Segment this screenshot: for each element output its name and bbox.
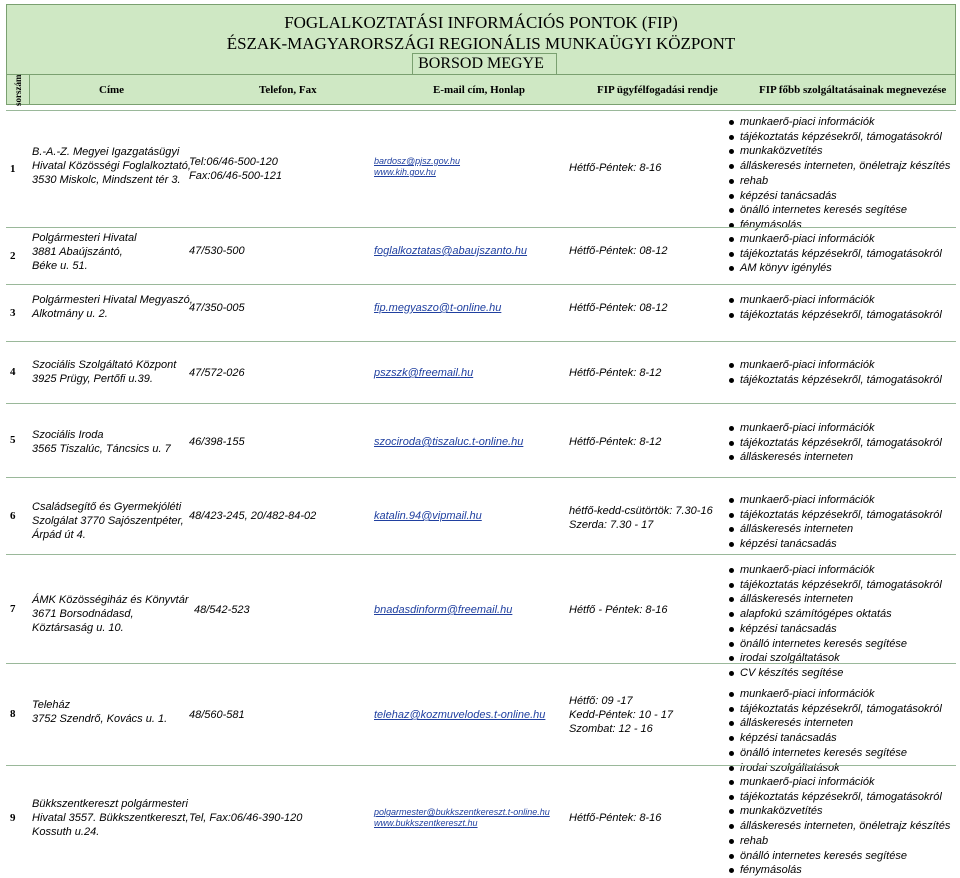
phone-cell	[189, 708, 245, 722]
email-link[interactable]	[374, 244, 527, 258]
service-item: irodai szolgáltatások	[728, 761, 942, 776]
row-number: 7	[10, 602, 16, 615]
service-item: képzési tanácsadás	[728, 189, 950, 204]
phone-line: 48/560-581	[189, 709, 245, 721]
address-line: 3671 Borsodnádasd,	[32, 608, 134, 620]
address-line: Családsegítő és Gyermekjóléti	[32, 501, 182, 513]
row-number: 8	[10, 708, 16, 720]
email-link[interactable]	[374, 156, 460, 167]
table-row	[6, 554, 956, 679]
email-link[interactable]	[374, 167, 460, 178]
row-number: 6	[10, 509, 16, 522]
col-phone: Telefon, Fax	[259, 84, 317, 96]
service-item: álláskeresés interneten	[728, 522, 942, 537]
service-item: munkaközvetítés	[728, 144, 950, 159]
hours-cell	[569, 301, 667, 315]
email-link-text[interactable]: telehaz@kozmuvelodes.t-online.hu	[374, 709, 546, 721]
service-item: képzési tanácsadás	[728, 622, 942, 637]
address-line: Hivatal 3557. Bükkszentkereszt,	[32, 812, 189, 824]
service-item: munkaerő-piaci információk	[728, 421, 942, 436]
service-item: tájékoztatás képzésekről, támogatásokról	[728, 308, 942, 323]
services-list	[728, 421, 942, 465]
phone-line: 48/423-245, 20/482-84-02	[189, 510, 317, 522]
email-link-text[interactable]: katalin.94@vipmail.hu	[374, 510, 482, 522]
services-list	[728, 293, 942, 322]
email-link[interactable]	[374, 435, 523, 449]
hours-line: Kedd-Péntek: 10 - 17	[569, 709, 673, 721]
hours-line: Hétfő-Péntek: 08-12	[569, 245, 668, 257]
hours-cell	[569, 435, 661, 449]
hours-line: hétfő-kedd-csütörtök: 7.30-16	[569, 505, 713, 517]
service-item: tájékoztatás képzésekről, támogatásokról	[728, 373, 942, 388]
hours-line: Szombat: 12 - 16	[569, 723, 653, 735]
email-link[interactable]	[374, 603, 512, 617]
address-cell	[32, 231, 137, 273]
address-line: Szociális Iroda	[32, 429, 104, 441]
phone-cell	[189, 301, 245, 315]
address-cell	[32, 797, 189, 839]
address-line: 3565 Tiszalúc, Táncsics u. 7	[32, 443, 171, 455]
phone-line: 47/530-500	[189, 245, 245, 257]
row-number: 2	[10, 249, 16, 262]
row-number: 1	[10, 162, 16, 175]
email-link-text[interactable]: szociroda@tiszaluc.t-online.hu	[374, 436, 524, 448]
service-item: munkaerő-piaci információk	[728, 293, 942, 308]
service-item: önálló internetes keresés segítése	[728, 746, 942, 761]
table-row	[6, 110, 956, 231]
service-item: munkaerő-piaci információk	[728, 775, 950, 790]
hours-cell	[569, 504, 713, 532]
address-line: 3530 Miskolc, Mindszent tér 3.	[32, 174, 181, 186]
address-line: Polgármesteri Hivatal	[32, 232, 137, 244]
service-item: munkaerő-piaci információk	[728, 687, 942, 702]
phone-cell	[189, 155, 282, 183]
service-item: tájékoztatás képzésekről, támogatásokról	[728, 508, 942, 523]
phone-line: 47/350-005	[189, 302, 245, 314]
table-row	[6, 765, 956, 877]
email-cell	[374, 807, 550, 829]
service-item: önálló internetes keresés segítése	[728, 849, 950, 864]
address-cell	[32, 698, 167, 726]
services-list	[728, 232, 942, 276]
address-cell	[32, 593, 189, 635]
service-item: munkaközvetítés	[728, 804, 950, 819]
service-item: önálló internetes keresés segítése	[728, 203, 950, 218]
service-item: tájékoztatás képzésekről, támogatásokról	[728, 247, 942, 262]
hours-cell	[569, 244, 667, 258]
service-item: munkaerő-piaci információk	[728, 563, 942, 578]
service-item: fénymásolás	[728, 863, 950, 878]
col-address: Címe	[99, 84, 125, 96]
phone-cell	[194, 603, 250, 617]
services-list	[728, 493, 942, 552]
address-cell	[32, 293, 193, 321]
email-link[interactable]	[374, 301, 501, 315]
hours-line: Hétfő-Péntek: 8-16	[569, 812, 662, 824]
email-link[interactable]	[374, 708, 545, 722]
row-number: 3	[10, 306, 16, 319]
table-row	[6, 341, 956, 403]
service-item: CV készítés segítése	[728, 666, 942, 681]
address-line: B.-A.-Z. Megyei Igazgatásügyi	[32, 146, 180, 158]
col-num: sorszám	[13, 74, 23, 106]
services-list	[728, 115, 950, 233]
hours-cell	[569, 161, 661, 175]
column-headers	[6, 75, 956, 105]
service-item: munkaerő-piaci információk	[728, 493, 942, 508]
service-item: álláskeresés interneten	[728, 450, 942, 465]
hours-line: Hétfő-Péntek: 08-12	[569, 302, 668, 314]
table-row	[6, 284, 956, 341]
address-line: Teleház	[32, 699, 71, 711]
services-list	[728, 358, 942, 387]
address-line: 3752 Szendrő, Kovács u. 1.	[32, 713, 168, 725]
email-cell	[374, 603, 512, 617]
address-line: Alkotmány u. 2.	[32, 308, 108, 320]
service-item: álláskeresés interneten	[728, 716, 942, 731]
service-item: alapfokú számítógépes oktatás	[728, 607, 942, 622]
email-link[interactable]	[374, 509, 482, 523]
service-item: rehab	[728, 174, 950, 189]
row-number: 9	[10, 811, 16, 824]
hours-cell	[569, 603, 667, 617]
service-item: tájékoztatás képzésekről, támogatásokról	[728, 436, 942, 451]
phone-line: Fax:06/46-500-121	[189, 170, 282, 182]
hours-line: Hétfő-Péntek: 8-12	[569, 436, 662, 448]
email-cell	[374, 301, 501, 315]
col-hours: FIP ügyfélfogadási rendje	[597, 84, 718, 96]
service-item: fénymásolás	[728, 218, 950, 233]
table-row	[6, 403, 956, 477]
phone-cell	[189, 435, 245, 449]
phone-line: 48/542-523	[194, 604, 250, 616]
address-line: Bükkszentkereszt polgármesteri	[32, 798, 188, 810]
title-fip: FOGLALKOZTATÁSI INFORMÁCIÓS PONTOK (FIP)	[284, 13, 678, 32]
table-row	[6, 477, 956, 554]
hours-line: Hétfő-Péntek: 8-16	[569, 162, 662, 174]
service-item: munkaerő-piaci információk	[728, 232, 942, 247]
address-line: Köztársaság u. 10.	[32, 622, 124, 634]
address-cell	[32, 500, 184, 542]
email-link-text[interactable]: pszszk@freemail.hu	[374, 367, 474, 379]
email-link-text[interactable]: bardosz@pjsz.gov.hu	[374, 156, 461, 166]
hours-line: Szerda: 7.30 - 17	[569, 519, 654, 531]
address-cell	[32, 428, 171, 456]
phone-cell	[189, 366, 245, 380]
email-link-text[interactable]: bnadasdinform@freemail.hu	[374, 604, 513, 616]
email-link[interactable]	[374, 818, 550, 829]
table-row	[6, 663, 956, 774]
email-link[interactable]	[374, 807, 550, 818]
phone-line: Tel:06/46-500-120	[189, 156, 278, 168]
service-item: tájékoztatás képzésekről, támogatásokról	[728, 702, 942, 717]
email-link-text[interactable]: foglalkoztatas@abaujszanto.hu	[374, 245, 528, 257]
hours-line: Hétfő-Péntek: 8-12	[569, 367, 662, 379]
address-line: Béke u. 51.	[32, 260, 88, 272]
phone-cell	[189, 509, 316, 523]
service-item: képzési tanácsadás	[728, 731, 942, 746]
service-item: munkaerő-piaci információk	[728, 115, 950, 130]
phone-line: 46/398-155	[189, 436, 245, 448]
email-cell	[374, 708, 545, 722]
service-item: önálló internetes keresés segítése	[728, 637, 942, 652]
county-title: BORSOD MEGYE	[418, 55, 544, 72]
address-cell	[32, 358, 176, 386]
service-item: tájékoztatás képzésekről, támogatásokról	[728, 790, 950, 805]
service-item: tájékoztatás képzésekről, támogatásokról	[728, 578, 942, 593]
services-list	[728, 687, 942, 775]
service-item: munkaerő-piaci információk	[728, 358, 942, 373]
row-number: 5	[10, 434, 16, 446]
address-line: Szociális Szolgáltató Központ	[32, 359, 177, 371]
email-link-text[interactable]: www.kih.gov.hu	[374, 167, 436, 177]
hours-cell	[569, 694, 673, 736]
hours-line: Hétfő - Péntek: 8-16	[569, 604, 668, 616]
address-cell	[32, 145, 191, 187]
column-divider	[29, 75, 30, 105]
address-line: Kossuth u.24.	[32, 826, 100, 838]
page-header	[6, 4, 956, 75]
service-item: rehab	[728, 834, 950, 849]
services-list	[728, 775, 950, 878]
hours-cell	[569, 366, 661, 380]
email-cell	[374, 509, 482, 523]
phone-cell	[189, 811, 302, 825]
service-item: tájékoztatás képzésekről, támogatásokról	[728, 130, 950, 145]
email-link-text[interactable]: polgarmester@bukkszentkereszt.t-online.hu	[374, 807, 550, 817]
col-services: FIP főbb szolgáltatásainak megnevezése	[759, 84, 947, 96]
hours-cell	[569, 811, 661, 825]
address-line: Hivatal Közösségi Foglalkoztató,	[32, 160, 191, 172]
address-line: Árpád út 4.	[32, 529, 86, 541]
address-line: 3925 Prügy, Pertőfi u.39.	[32, 373, 153, 385]
address-line: Polgármesteri Hivatal Megyaszó,	[32, 294, 193, 306]
address-line: 3881 Abaújszántó,	[32, 246, 123, 258]
phone-line: 47/572-026	[189, 367, 245, 379]
service-item: álláskeresés interneten, önéletrajz készítés	[728, 159, 950, 174]
email-link-text[interactable]: www.bukkszentkereszt.hu	[374, 818, 478, 828]
service-item: képzési tanácsadás	[728, 537, 942, 552]
email-link[interactable]	[374, 366, 473, 380]
email-cell	[374, 244, 527, 258]
service-item: álláskeresés interneten	[728, 592, 942, 607]
service-item: álláskeresés interneten, önéletrajz készítés	[728, 819, 950, 834]
row-number: 4	[10, 366, 16, 378]
address-line: Szolgálat 3770 Sajószentpéter,	[32, 515, 184, 527]
email-cell	[374, 156, 460, 178]
table-row	[6, 227, 956, 284]
phone-cell	[189, 244, 245, 258]
phone-line: Tel, Fax:06/46-390-120	[189, 812, 303, 824]
address-line: ÁMK Közösségiház és Könyvtár	[32, 594, 189, 606]
service-item: irodai szolgáltatások	[728, 651, 942, 666]
hours-line: Hétfő: 09 -17	[569, 695, 633, 707]
service-item: AM könyv igénylés	[728, 261, 942, 276]
col-email: E-mail cím, Honlap	[433, 84, 525, 96]
email-cell	[374, 435, 523, 449]
email-link-text[interactable]: fip.megyaszo@t-online.hu	[374, 302, 502, 314]
title-center: ÉSZAK-MAGYARORSZÁGI REGIONÁLIS MUNKAÜGYI KÖZPONT	[226, 34, 736, 53]
email-cell	[374, 366, 473, 380]
